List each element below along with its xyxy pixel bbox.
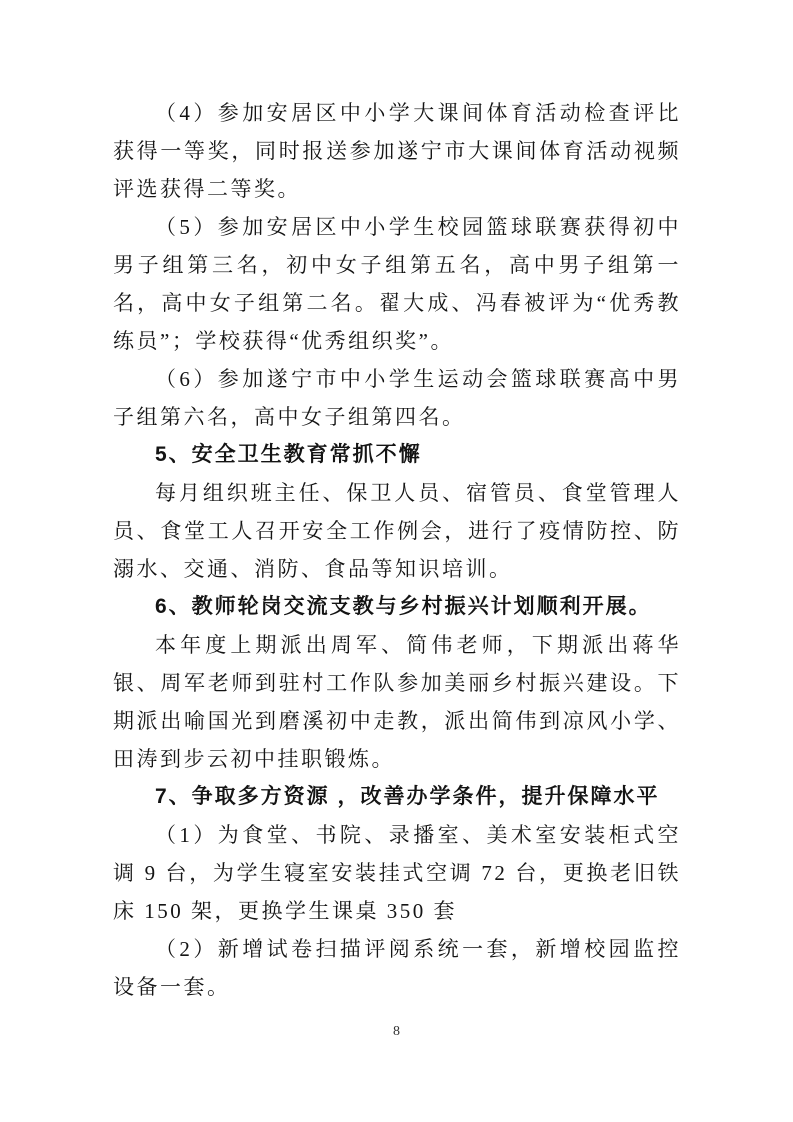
paragraph-teacher-rotation: 本年度上期派出周军、简伟老师，下期派出蒋华银、周军老师到驻村工作队参加美丽乡村振兴建设。下期派出喻国光到磨溪初中走教，派出简伟到凉风小学、田涛到步云初中挂职锻炼。 (113, 633, 681, 771)
document-body (113, 94, 681, 1006)
paragraph-item-1-equipment: （1）为食堂、书院、录播室、美术室安装柜式空调 9 台，为学生寝室安装挂式空调 72 台，更换老旧铁床 150 架，更换学生课桌 350 套 (113, 823, 681, 923)
paragraph-item-5: （5）参加安居区中小学生校园篮球联赛获得初中男子组第三名，初中女子组第五名，高中男子组第一名，高中女子组第二名。翟大成、冯春被评为“优秀教练员”；学校获得“优秀组织奖”。 (113, 215, 681, 353)
section-heading-6: 6、教师轮岗交流支教与乡村振兴计划顺利开展。 (155, 595, 652, 618)
section-heading-7: 7、争取多方资源 ，改善办学条件，提升保障水平 (155, 785, 660, 808)
paragraph-item-2-systems: （2）新增试卷扫描评阅系统一套，新增校园监控设备一套。 (113, 937, 681, 999)
paragraph-safety-training: 每月组织班主任、保卫人员、宿管员、食堂管理人员、食堂工人召开安全工作例会，进行了疫情防控、防溺水、交通、消防、食品等知识培训。 (113, 481, 681, 581)
paragraph-item-6: （6）参加遂宁市中小学生运动会篮球联赛高中男子组第六名，高中女子组第四名。 (113, 367, 681, 429)
section-heading-5: 5、安全卫生教育常抓不懈 (155, 443, 422, 466)
paragraph-item-4: （4）参加安居区中小学大课间体育活动检查评比获得一等奖，同时报送参加遂宁市大课间体育活动视频评选获得二等奖。 (113, 101, 681, 201)
page-number: 8 (393, 1024, 400, 1039)
